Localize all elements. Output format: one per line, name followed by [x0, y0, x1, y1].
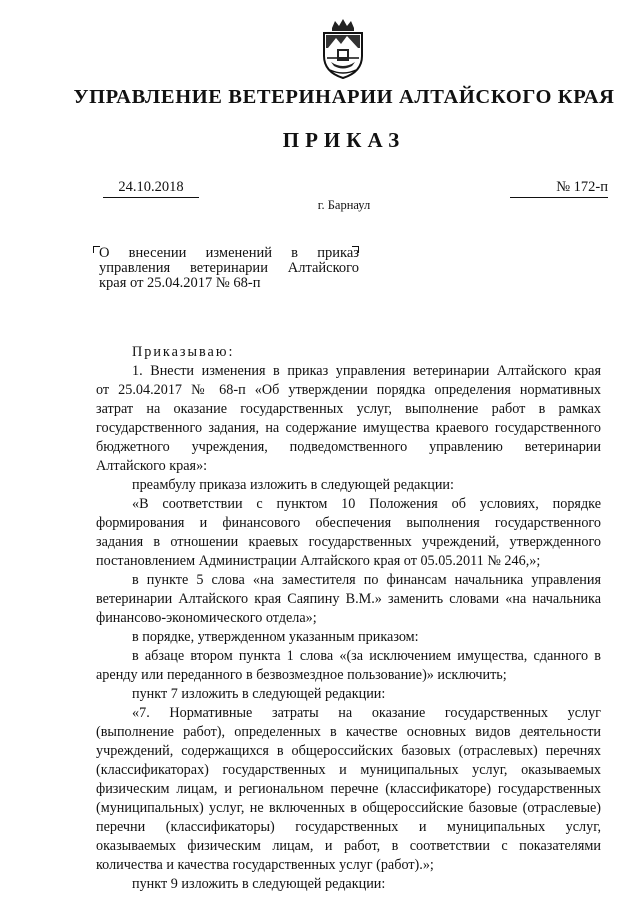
subject-line: края от 25.04.2017 № 68-п: [99, 275, 261, 291]
document-number: № 172-п: [510, 179, 608, 198]
body-line: ветеринарии Алтайского края Саяпину В.М.» заменить словами «на начальника: [96, 591, 601, 607]
body-line: постановлением Администрации Алтайского края от 05.05.2011 № 246,»;: [96, 553, 541, 569]
body-line: бюджетного учреждения, подведомственного управлению ветеринарии: [96, 439, 601, 455]
subject-line: О внесении изменений в приказ: [99, 245, 359, 261]
document-type-title: ПРИКАЗ: [282, 128, 406, 152]
body-line: от 25.04.2017 № 68-п «Об утверждении порядка определения нормативных: [96, 382, 601, 398]
body-line: перечни (классификаторы) государственных и муниципальных услуг,: [96, 819, 601, 835]
body-line: пункт 7 изложить в следующей редакции:: [132, 686, 386, 702]
body-line: в абзаце втором пункта 1 слова «(за исключением имущества, сданного в: [132, 648, 601, 664]
body-line: учреждений, содержащихся в общероссийских базовых (отраслевых) перечнях: [96, 743, 601, 759]
body-line: аренду или переданного в безвозмездное пользование)» исключить;: [96, 667, 507, 683]
body-line: затрат на оказание государственных услуг, выполнение работ в рамках: [96, 401, 601, 417]
body-line: финансово-экономического отдела»;: [96, 610, 317, 626]
body-line: (муниципальных) услуг, не включенных в общероссийские базовые (отраслевые): [96, 800, 601, 816]
document-date: 24.10.2018: [103, 179, 199, 198]
document-city: г. Барнаул: [317, 198, 371, 212]
body-line: (классификаторах) государственных и муниципальных услуг, оказываемых: [96, 762, 601, 778]
body-line: «7. Нормативные затраты на оказание государственных услуг: [132, 705, 601, 721]
body-line: 1. Внести изменения в приказ управления ветеринарии Алтайского края: [132, 363, 601, 379]
body-line: «В соответствии с пунктом 10 Положения об условиях, порядке: [132, 496, 601, 512]
document-subject: [99, 246, 359, 291]
organization-title: УПРАВЛЕНИЕ ВЕТЕРИНАРИИ АЛТАЙСКОГО КРАЯ: [73, 86, 615, 108]
body-line: задания в отношении краевых государственных учреждений, утвержденного: [96, 534, 601, 550]
body-line: физическим лицам, и региональном перечне (классификаторе) государственных: [96, 781, 601, 797]
body-line: Приказываю:: [132, 344, 235, 360]
body-line: количества и качества государственных услуг (работ).»;: [96, 857, 434, 873]
body-line: формирования и финансового обеспечения выполнения государственного: [96, 515, 601, 531]
body-line: государственного задания, на содержание имущества краевого государственного: [96, 420, 601, 436]
body-line: преамбулу приказа изложить в следующей редакции:: [132, 477, 454, 493]
body-line: пункт 9 изложить в следующей редакции:: [132, 876, 386, 892]
body-line: оказываемых физическим лицам, и работ, в соответствии с показателями: [96, 838, 601, 854]
coat-of-arms-icon: [318, 18, 368, 80]
body-line: в порядке, утвержденном указанным приказом:: [132, 629, 419, 645]
body-line: Алтайского края»:: [96, 458, 208, 474]
document-body: [96, 343, 601, 894]
body-line: в пункте 5 слова «на заместителя по финансам начальника управления: [132, 572, 601, 588]
subject-line: управления ветеринарии Алтайского: [99, 260, 359, 276]
body-line: (выполнение работ), определенных в качестве основных видов деятельности: [96, 724, 601, 740]
